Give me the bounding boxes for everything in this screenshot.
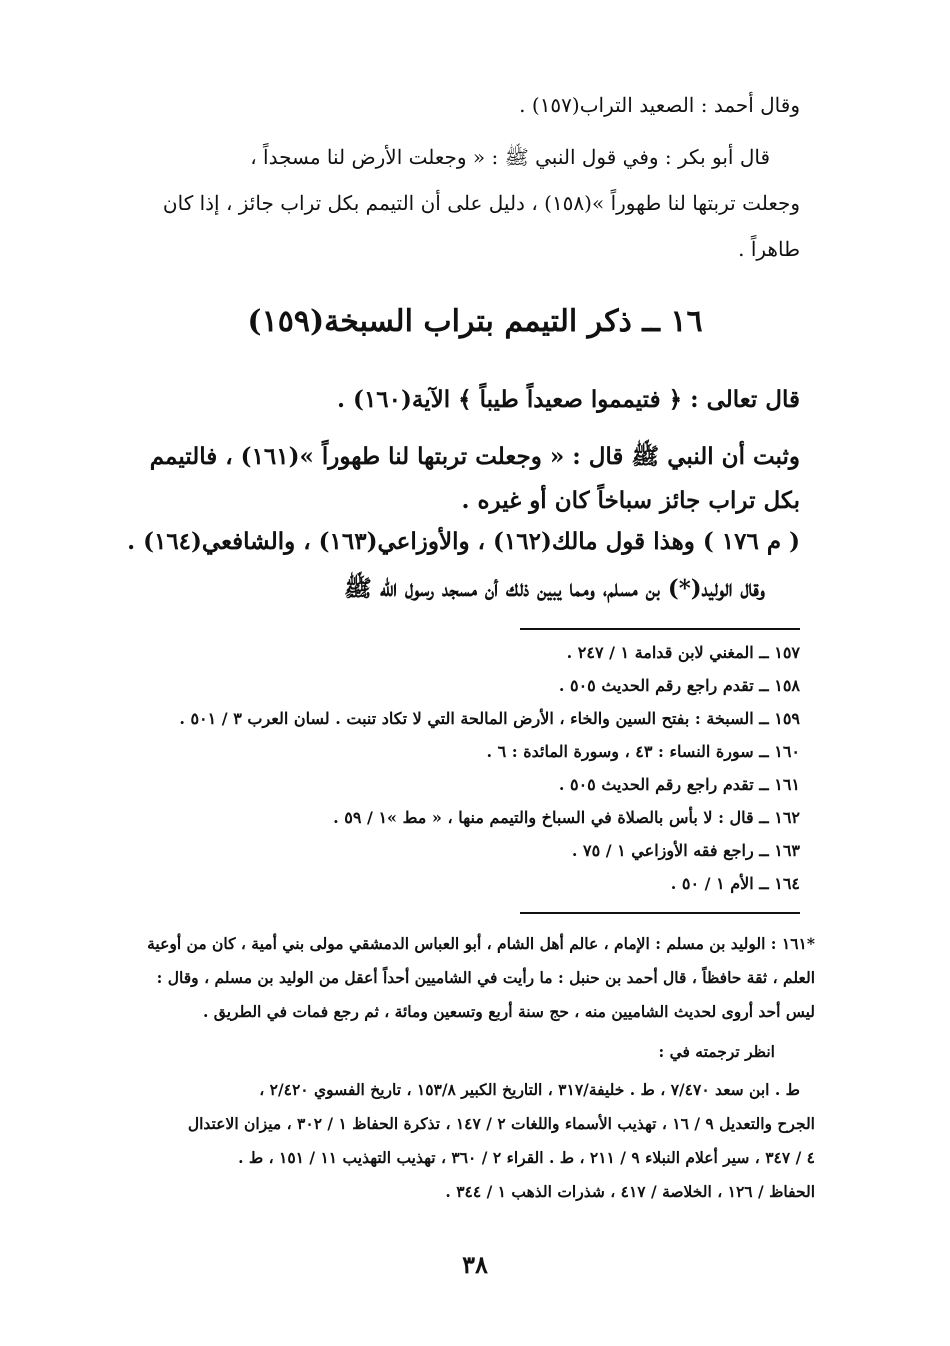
reference-line: الحفاظ / ١٢٦ ، الخلاصة / ٤١٧ ، شذرات الذهب ١ / ٣٤٤ . <box>445 1182 815 1201</box>
text-line: وجعلت تربتها لنا طهوراً »(١٥٨) ، دليل على أن التيمم بكل تراب جائز ، إذا كان <box>162 191 800 215</box>
text-line: وثبت أن النبي ﷺ قال : « وجعلت تربتها لنا طهوراً »(١٦١) ، فالتيمم <box>149 443 800 470</box>
footnote-divider <box>520 628 800 630</box>
text-line: وقال أحمد : الصعيد التراب(١٥٧) . <box>519 93 800 117</box>
text-line: قال تعالى : ﴿ فتيمموا صعيداً طيباً ﴾ الآية(١٦٠) . <box>337 386 800 413</box>
biography-line: ليس أحد أروى لحديث الشاميين منه ، حج سنة أربع وتسعين ومائة ، ثم رجع فمات في الطريق . <box>203 1002 815 1021</box>
see-also-label: انظر ترجمته في : <box>658 1042 775 1061</box>
page-number: ٣٨ <box>462 1250 488 1279</box>
reference-line: ٤ / ٣٤٧ ، سير أعلام النبلاء ٩ / ٢١١ ، ط . القراء ٢ / ٣٦٠ ، تهذيب التهذيب ١١ / ١٥١ ، ط . <box>238 1148 815 1167</box>
footnote: ١٥٧ ــ المغني لابن قدامة ١ / ٢٤٧ . <box>566 643 800 662</box>
text-line: وقال الوليد(*) بن مسلم، ومما يبين ذلك أن مسجد رسول الله ﷺ <box>344 575 765 602</box>
text-line: قال أبو بكر : وفي قول النبي ﷺ : « وجعلت الأرض لنا مسجداً ، <box>250 145 770 169</box>
note-divider <box>520 912 800 914</box>
footnote: ١٥٨ ــ تقدم راجع رقم الحديث ٥٠٥ . <box>558 676 800 695</box>
footnote: ١٦٤ ــ الأم ١ / ٥٠ . <box>670 874 800 893</box>
text-line: ( م ١٧٦ ) وهذا قول مالك(١٦٢) ، والأوزاعي(١٦٣) ، والشافعي(١٦٤) . <box>127 528 800 555</box>
section-heading: ١٦ ــ ذكر التيمم بتراب السبخة(١٥٩) <box>247 304 703 339</box>
footnote: ١٦١ ــ تقدم راجع رقم الحديث ٥٠٥ . <box>558 775 800 794</box>
footnote: ١٥٩ ــ السبخة : بفتح السين والخاء ، الأرض المالحة التي لا تكاد تنبت . لسان العرب ٣ / ٥٠١ . <box>179 709 800 728</box>
biography-line: *١٦١ : الوليد بن مسلم : الإمام ، عالم أهل الشام ، أبو العباس الدمشقي مولى بني أمية ، كان من أوعية <box>147 934 815 953</box>
footnote: ١٦٠ ــ سورة النساء : ٤٣ ، وسورة المائدة : ٦ . <box>486 742 800 761</box>
text-line: طاهراً . <box>738 237 800 261</box>
reference-line: الجرح والتعديل ٩ / ١٦ ، تهذيب الأسماء واللغات ٢ / ١٤٧ ، تذكرة الحفاظ ١ / ٣٠٢ ، ميزان الاعتدال <box>187 1114 815 1133</box>
reference-line: ط . ابن سعد ٧/٤٧٠ ، ط . خليفة/٣١٧ ، التاريخ الكبير ١٥٣/٨ ، تاريخ الفسوي ٢/٤٢٠ ، <box>259 1080 800 1099</box>
footnote: ١٦٢ ــ قال : لا بأس بالصلاة في السباخ والتيمم منها ، « مط »١ / ٥٩ . <box>333 808 800 827</box>
footnote: ١٦٣ ــ راجع فقه الأوزاعي ١ / ٧٥ . <box>571 841 800 860</box>
biography-line: العلم ، ثقة حافظاً ، قال أحمد بن حنبل : ما رأيت في الشاميين أحداً أعقل من الوليد بن مسلم ، وقال : <box>156 968 815 987</box>
text-line: بكل تراب جائز سباخاً كان أو غيره . <box>461 487 800 514</box>
